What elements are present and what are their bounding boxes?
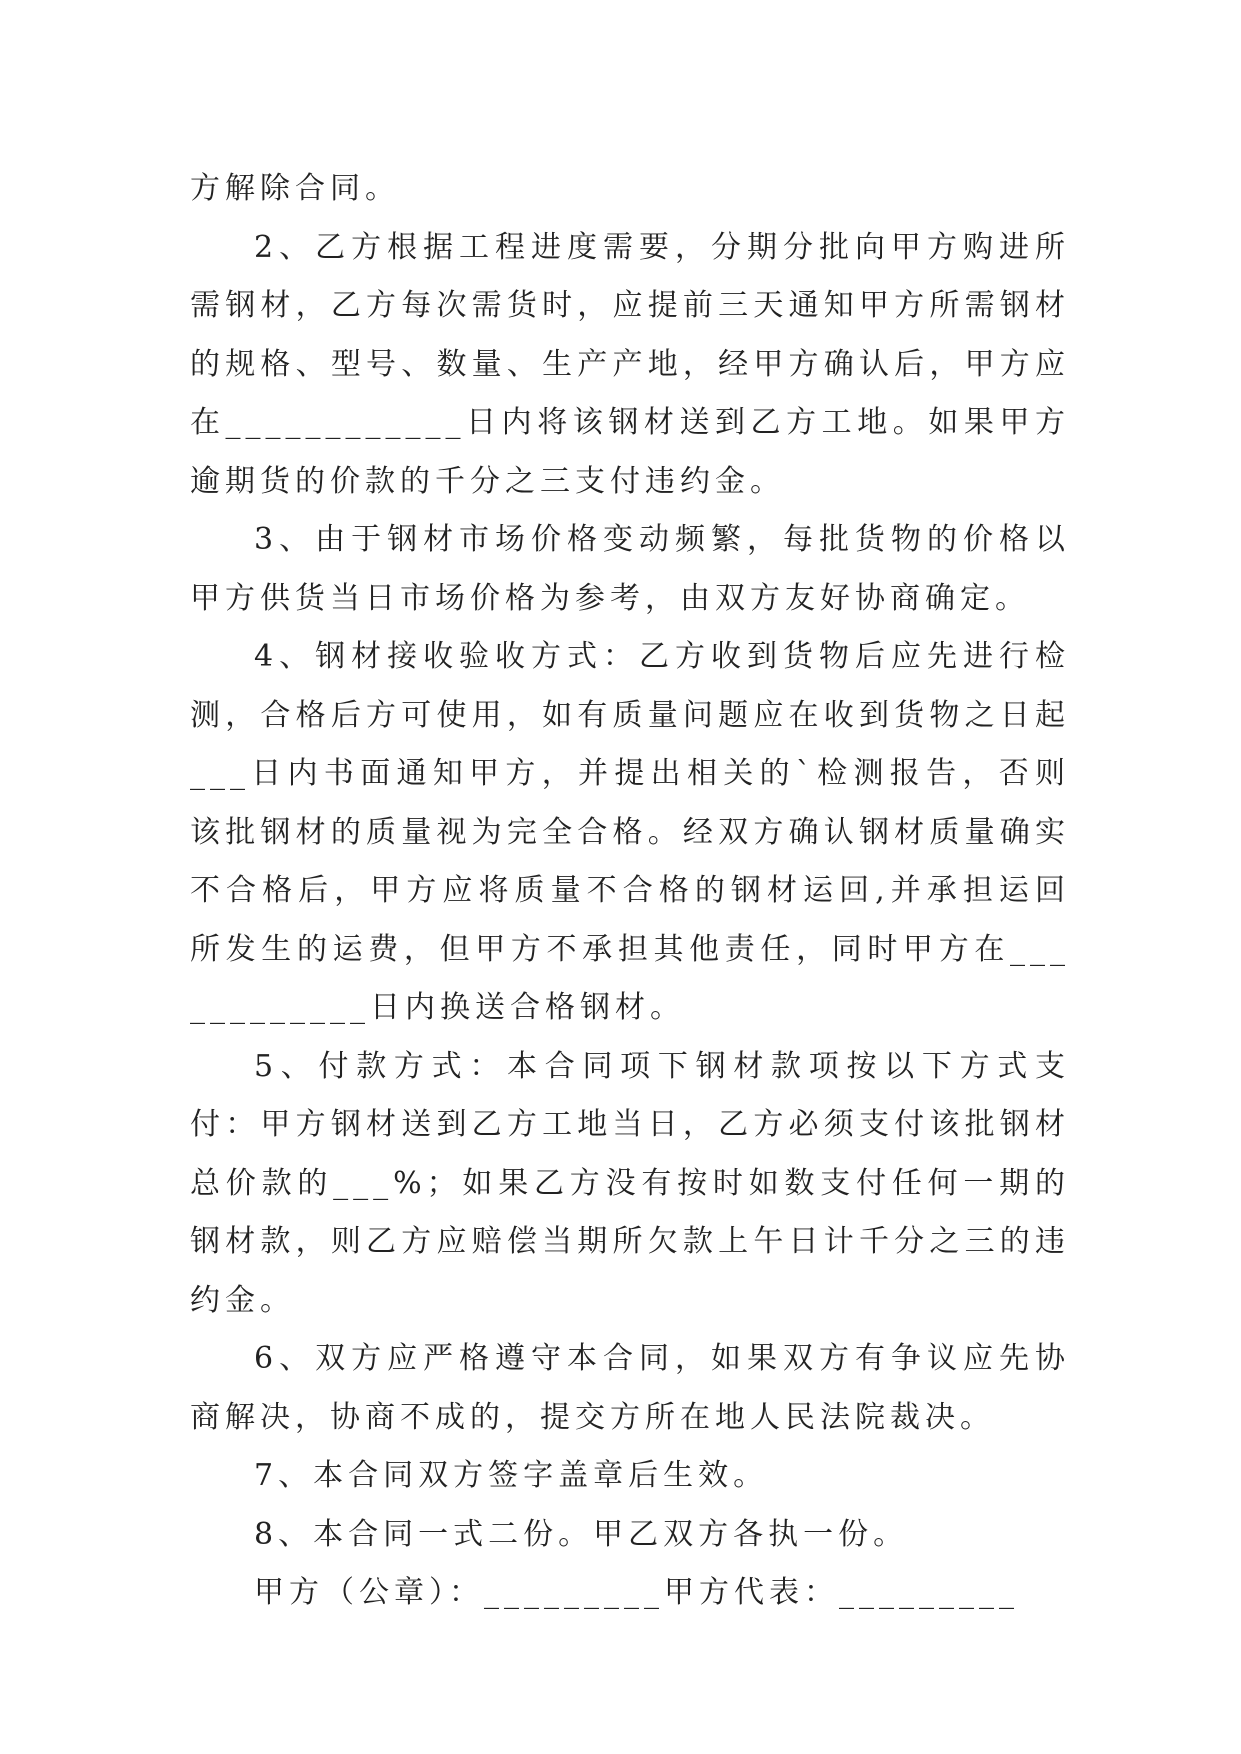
paragraph-clause-2: 2、乙方根据工程进度需要，分期分批向甲方购进所需钢材，乙方每次需货时，应提前三天通知甲方所需钢材的规格、型号、数量、生产产地，经甲方确认后，甲方应在____________日内将该钢材送到乙方工地。如果甲方逾期货的价款的千分之三支付违约金。 xyxy=(190,229,1070,499)
paragraph-clause-3: 3、由于钢材市场价格变动频繁，每批货物的价格以甲方供货当日市场价格为参考，由双方友好协商确定。 xyxy=(190,522,1070,616)
paragraph-clause-5: 5、付款方式：本合同项下钢材款项按以下方式支付：甲方钢材送到乙方工地当日，乙方必须支付该批钢材总价款的___%；如果乙方没有按时如数支付任何一期的钢材款，则乙方应赔偿当期所欠款上午日计千分之三的违约金。 xyxy=(190,1048,1070,1318)
paragraph-clause-8: 8、本合同一式二份。甲乙双方各执一份。 xyxy=(254,1516,909,1552)
signature-line: 甲方（公章）：_________甲方代表：_________ xyxy=(254,1575,1019,1610)
paragraph-clause-4: 4、钢材接收验收方式：乙方收到货物后应先进行检测，合格后方可使用，如有质量问题应在收到货物之日起___日内书面通知甲方，并提出相关的`检测报告，否则该批钢材的质量视为完全合格。经双方确认钢材质量确实不合格后，甲方应将质量不合格的钢材运回,并承担运回所发生的运费，但甲方不承担其他责任，同时甲方在____________日内换送合格钢材。 xyxy=(190,639,1070,1025)
paragraph-clause-6: 6、双方应严格遵守本合同，如果双方有争议应先协商解决，协商不成的，提交方所在地人民法院裁决。 xyxy=(190,1341,1070,1435)
paragraph-clause-7: 7、本合同双方签字盖章后生效。 xyxy=(254,1458,769,1493)
contract-body xyxy=(190,160,1070,1623)
paragraph-continuation: 方解除合同。 xyxy=(190,171,400,206)
